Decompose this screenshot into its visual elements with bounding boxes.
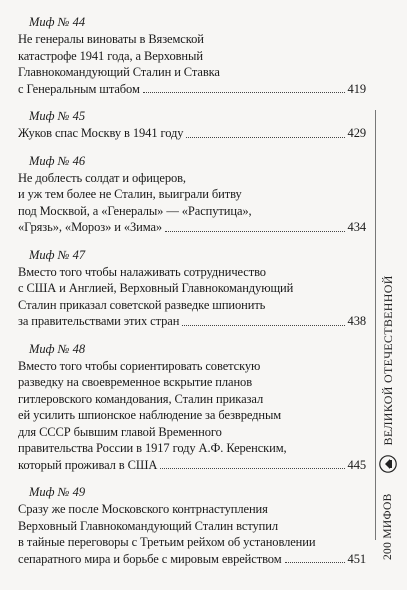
description-line: Сталин приказал советской разведке шпионить [18,297,266,312]
myth-description [18,358,366,474]
page-number: 451 [347,551,366,566]
toc-entry[interactable] [18,247,366,330]
description-line: под Москвой, а «Генералы» — «Распутица», [18,203,252,218]
toc-entry[interactable] [18,484,366,567]
myth-title: Миф № 46 [29,153,86,168]
toc-entry[interactable] [18,153,366,236]
description-line: и уж тем более не Сталин, выиграли битву [18,187,242,201]
myth-description [18,125,366,142]
description-line: Вместо того чтобы сориентировать советскую [18,358,261,373]
description-last-line [18,219,366,236]
myth-title: Миф № 49 [29,485,86,499]
myth-description [18,31,366,97]
dot-leader [165,230,344,232]
myth-description [18,264,366,330]
book-subject: ВЕЛИКОЙ ОТЕЧЕСТВЕННОЙ [380,275,395,446]
page-number: 429 [347,126,366,140]
description-line: Не доблесть солдат и офицеров, [18,170,186,185]
description-line: Вместо того чтобы налаживать сотрудничество [18,264,266,279]
myth-title: Миф № 45 [29,109,86,123]
description-line: Не генералы виноваты в Вяземской [18,32,204,46]
description-last-line [18,81,366,98]
description-line: сепаратного мира и борьбе с мировым еврейством [18,551,282,566]
page-number: 434 [347,220,366,234]
description-last-line [18,125,366,142]
page-number: 438 [347,314,366,328]
myth-title: Миф № 48 [29,341,86,356]
description-line: ей усилить шпионское наблюдение за безвредным [18,408,282,422]
myth-description [18,170,366,236]
myth-title: Миф № 44 [29,15,86,29]
description-line: Верховный Главнокомандующий Сталин вступил [18,518,278,533]
dot-leader [182,324,344,326]
book-emblem-icon [379,455,397,473]
description-line: Главнокомандующий Сталин и Ставка [18,65,220,79]
description-line: разведку на своевременное вскрытие планов [18,375,253,389]
dot-leader [143,91,345,93]
description-line: с Генеральным штабом [18,81,140,96]
description-line: гитлеровского командования, Сталин приказал [18,391,264,406]
toc-entry[interactable] [18,14,366,97]
description-line: для СССР бывшим главой Временного [18,424,222,439]
description-line: с США и Англией, Верховный Главнокомандующий [18,281,294,295]
side-divider [375,110,376,540]
myth-title: Миф № 47 [29,247,86,262]
description-line: в тайные переговоры с Третьим рейхом об установлении [18,535,316,549]
description-line: правительства России в 1917 году А.Ф. Керенским, [18,441,287,455]
page-number: 419 [347,81,366,96]
description-line: катастрофе 1941 года, а Верховный [18,48,203,63]
running-header [377,100,399,560]
series-title: 200 МИФОВ [382,493,394,560]
description-line: который проживал в США [18,457,158,472]
dot-leader [285,561,345,563]
myth-description [18,501,366,567]
description-line: за правительствами этих стран [18,314,180,328]
description-last-line [18,457,366,474]
description-line: Жуков спас Москву в 1941 году [18,126,184,140]
table-of-contents [18,14,366,578]
toc-entry[interactable] [18,108,366,142]
description-last-line [18,551,366,568]
dot-leader [160,467,344,469]
description-last-line [18,313,366,330]
description-line: «Грязь», «Мороз» и «Зима» [18,220,163,234]
toc-entry[interactable] [18,341,366,474]
dot-leader [186,136,344,138]
description-line: Сразу же после Московского контрнаступления [18,502,268,516]
page-number: 445 [347,457,366,472]
